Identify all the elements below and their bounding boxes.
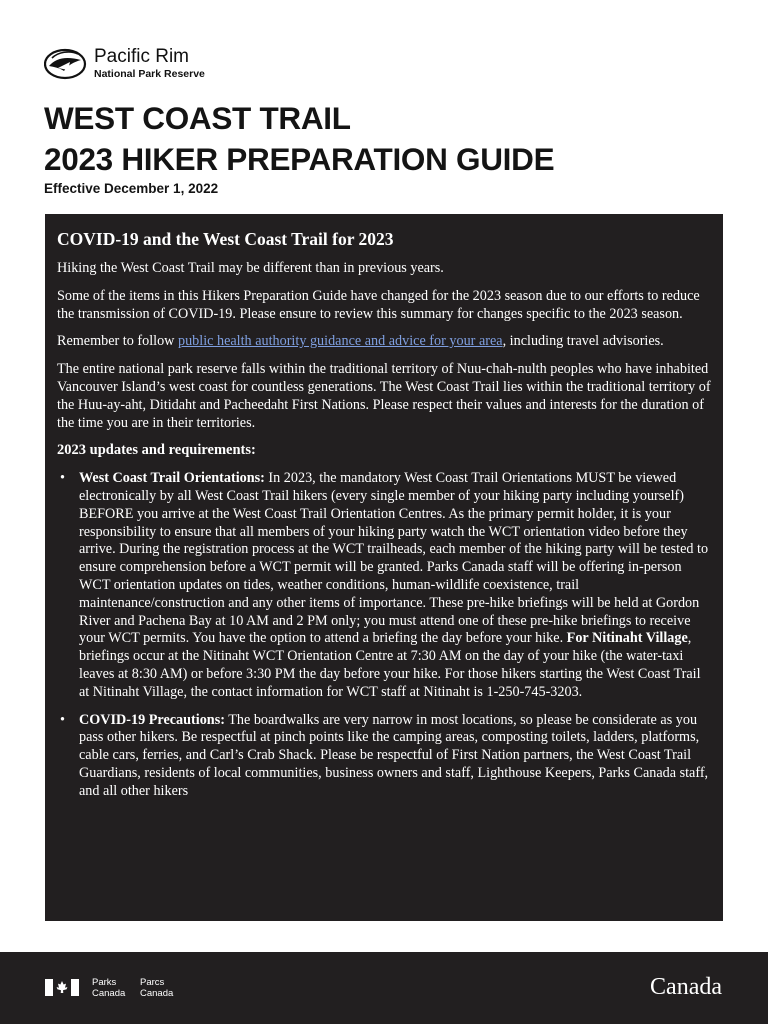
pacific-rim-logo (44, 44, 205, 84)
pacific-rim-logo-icon (44, 44, 88, 84)
parks-en-line-2: Canada (92, 987, 126, 999)
logo-subtitle: National Park Reserve (94, 68, 205, 80)
logo-name: Pacific Rim (94, 46, 190, 67)
covid-info-box (45, 214, 723, 921)
precautions-text: The boardwalks are very narrow in most locations, so please be considerate as you pass other hikers. Be respectful at pinch points like the camping areas, composting toilets, ladders, platforms, cable cars, ferries, and Carl’s Crab Shack. Please be respectful of First Nation partners, the West Coast Trail Guardians, residents of local communities, business owners and staff, Lighthouse Keepers, Parks Canada staff, and all other hikers (79, 711, 709, 799)
parcs-canada-fr (140, 978, 173, 999)
parks-en-line-1: Parks (92, 977, 117, 988)
canada-flag-icon (45, 979, 79, 996)
changes-paragraph: Some of the items in this Hikers Preparation Guide have changed for the 2023 season due to our efforts to reduce the transmission of COVID-19. Please ensure to review this summary for changes specific to the 2023 season. (57, 287, 700, 322)
title-line-1: WEST COAST TRAIL (44, 100, 351, 136)
orientations-label: West Coast Trail Orientations: (79, 470, 265, 487)
parks-fr-line-2: Canada (140, 987, 174, 999)
territory-paragraph: The entire national park reserve falls within the traditional territory of Nuu-chah-nulth peoples who have inhabited Vancouver Island’s west coast for countless generations. The West Coast Trail lies within the traditional territory of the Huu-ay-aht, Ditidaht and Pacheedaht First Nations. Please respect their values and interests for the duration of the time you are in their territories. (57, 361, 711, 431)
list-item-precautions (57, 712, 711, 801)
title-line-2: 2023 HIKER PREPARATION GUIDE (44, 141, 555, 177)
updates-heading: 2023 updates and requirements: (57, 442, 256, 459)
list-item-orientations (57, 470, 711, 701)
public-health-guidance-link[interactable]: public health authority guidance and advice for your area (177, 333, 503, 350)
parks-fr-line-1: Parcs (140, 977, 165, 988)
page-footer (0, 952, 768, 1024)
precautions-label: COVID-19 Precautions: (79, 711, 225, 728)
nitinaht-text: , briefings occur at the Nitinaht WCT Orientation Centre at 7:30 AM on the day of your hike (the water-taxi leaves at 8:30 AM) or before 3:30 PM the day before your hike. For those hikers starting the West Coast Trail at Nitinaht Village, the contact information for WCT staff at Nitinaht is 1-250-745-3203. (79, 630, 701, 700)
parks-canada-en (92, 978, 125, 999)
updates-list (57, 470, 711, 800)
covid-heading: COVID-19 and the West Coast Trail for 2023 (57, 229, 394, 249)
guidance-paragraph (57, 333, 711, 351)
canada-wordmark: Canada (650, 974, 722, 1000)
intro-paragraph: Hiking the West Coast Trail may be different than in previous years. (57, 260, 444, 276)
effective-date: Effective December 1, 2022 (44, 181, 219, 196)
guidance-text-before: Remember to follow (57, 333, 178, 350)
orientations-text: In 2023, the mandatory West Coast Trail Orientations MUST be viewed electronically by all West Coast Trail hikers (every single member of your hiking party including yourself) BEFORE you arrive at the West Coast Trail Orientation Centres. As the primary permit holder, it is your responsibility to ensure that all members of your hiking party watch the WCT orientation video before they arrive. During the registration process at the WCT trailheads, each member of the hiking party will be tested to ensure comprehension before a WCT permit will be granted. Parks Canada staff will be offering in-person WCT orientation updates on tides, weather conditions, human-wildlife coexistence, trail maintenance/construction and any other items of importance. These pre-hike briefings will be held at Gordon River and Pachena Bay at 10 AM and 2 PM only; you must attend one of these pre-hike briefings to receive your WCT permits. You have the option to attend a briefing the day before your hike. (79, 470, 709, 647)
guidance-text-after: , including travel advisories. (502, 333, 664, 350)
page-title (44, 98, 554, 180)
nitinaht-label: For Nitinaht Village (566, 630, 688, 647)
